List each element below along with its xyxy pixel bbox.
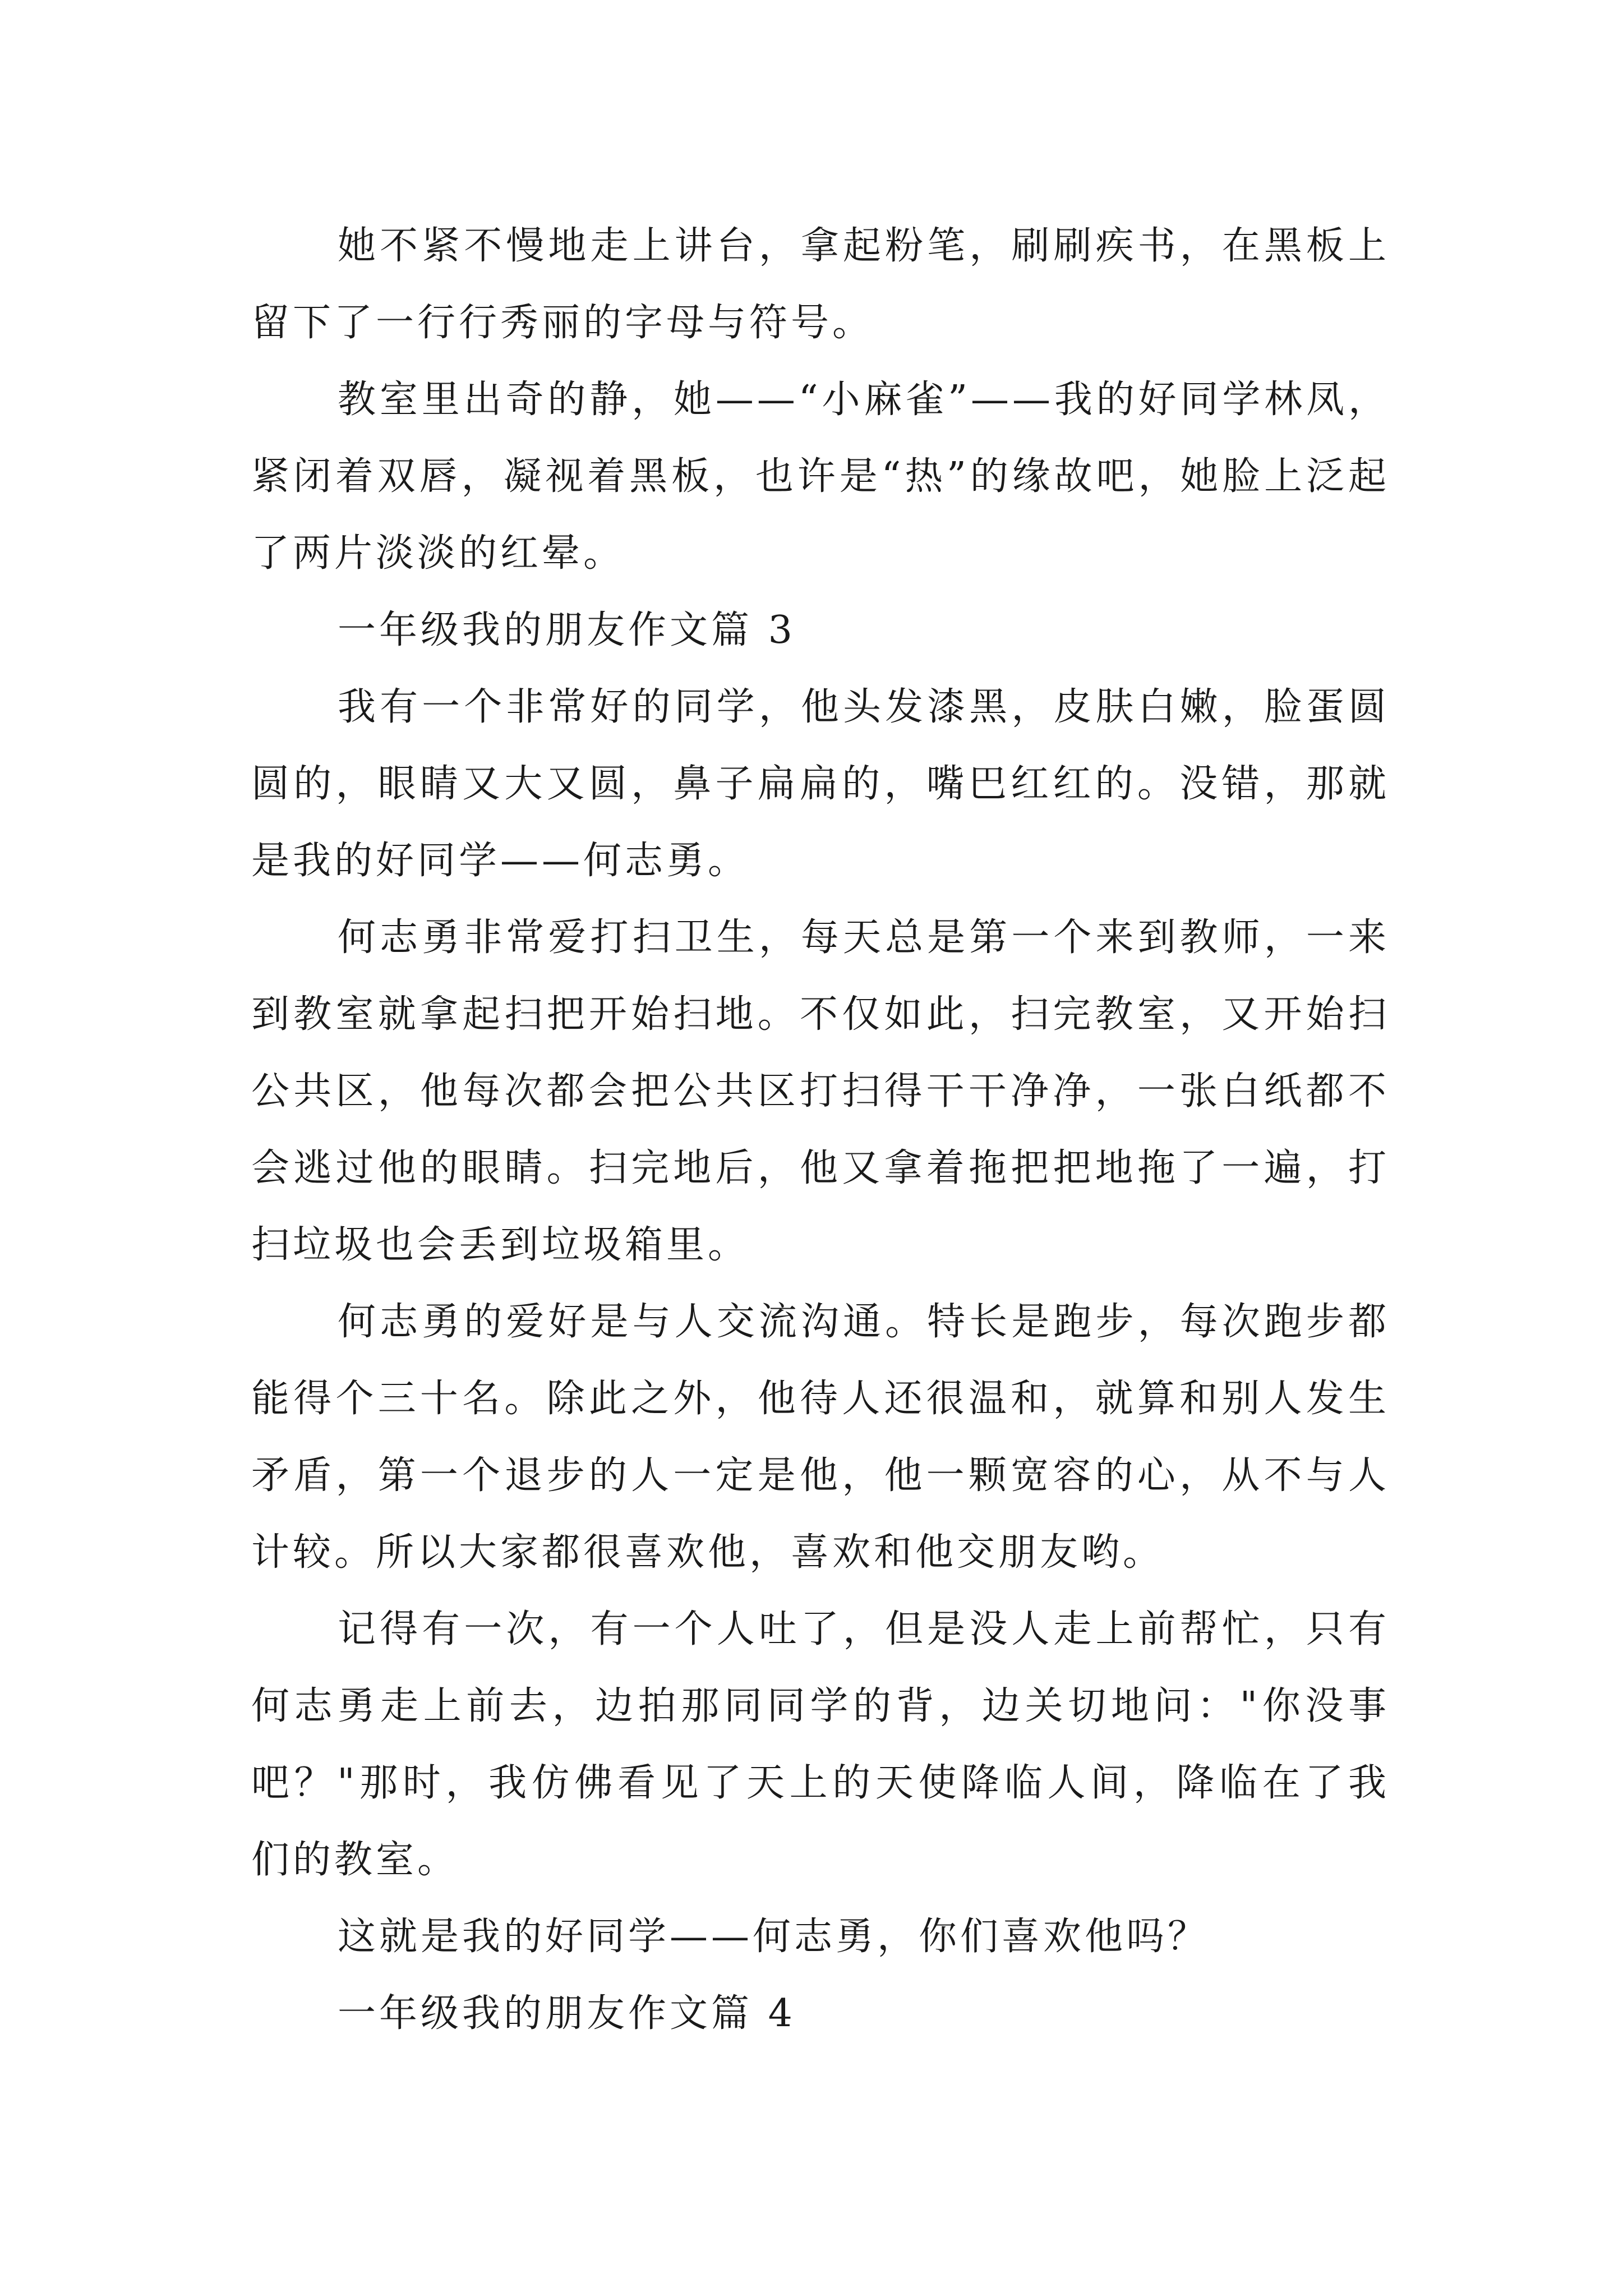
paragraph-classmate-appearance: 我有一个非常好的同学，他头发漆黑，皮肤白嫩，脸蛋圆圆的，眼睛又大又圆，鼻子扁扁的，嘴巴红红的。没错，那就是我的好同学——何志勇。 (251, 685, 1390, 883)
paragraph-hobbies: 何志勇的爱好是与人交流沟通。特长是跑步，每次跑步都能得个三十名。除此之外，他待人还很温和，就算和别人发生矛盾，第一个退步的人一定是他，他一颗宽容的心，从不与人计较。所以大家都很喜欢他，喜欢和他交朋友哟。 (251, 1300, 1390, 1575)
section-heading-essay-4: 一年级我的朋友作文篇 4 (338, 1991, 796, 2036)
paragraph-helping-classmate: 记得有一次，有一个人吐了，但是没人走上前帮忙，只有何志勇走上前去，边拍那同同学的背，边关切地问："你没事吧？"那时，我仿佛看见了天上的天使降临人间，降临在了我们的教室。 (251, 1607, 1390, 1882)
paragraph-blackboard: 她不紧不慢地走上讲台，拿起粉笔，刷刷疾书，在黑板上留下了一行行秀丽的字母与符号。 (251, 224, 1390, 345)
document-body (251, 208, 1390, 2052)
paragraph-cleaning: 何志勇非常爱打扫卫生，每天总是第一个来到教师，一来到教室就拿起扫把开始扫地。不仅如此，扫完教室，又开始扫公共区，他每次都会把公共区打扫得干干净净，一张白纸都不会逃过他的眼睛。扫完地后，他又拿着拖把把地拖了一遍，打扫垃圾也会丢到垃圾箱里。 (251, 915, 1390, 1267)
paragraph-classroom-silence: 教室里出奇的静，她——“小麻雀”——我的好同学林凤，紧闭着双唇，凝视着黑板，也许是“热”的缘故吧，她脸上泛起了两片淡淡的红晕。 (251, 378, 1390, 576)
paragraph-closing-question: 这就是我的好同学——何志勇，你们喜欢他吗？ (338, 1915, 1210, 1959)
section-heading-essay-3: 一年级我的朋友作文篇 3 (338, 608, 796, 652)
